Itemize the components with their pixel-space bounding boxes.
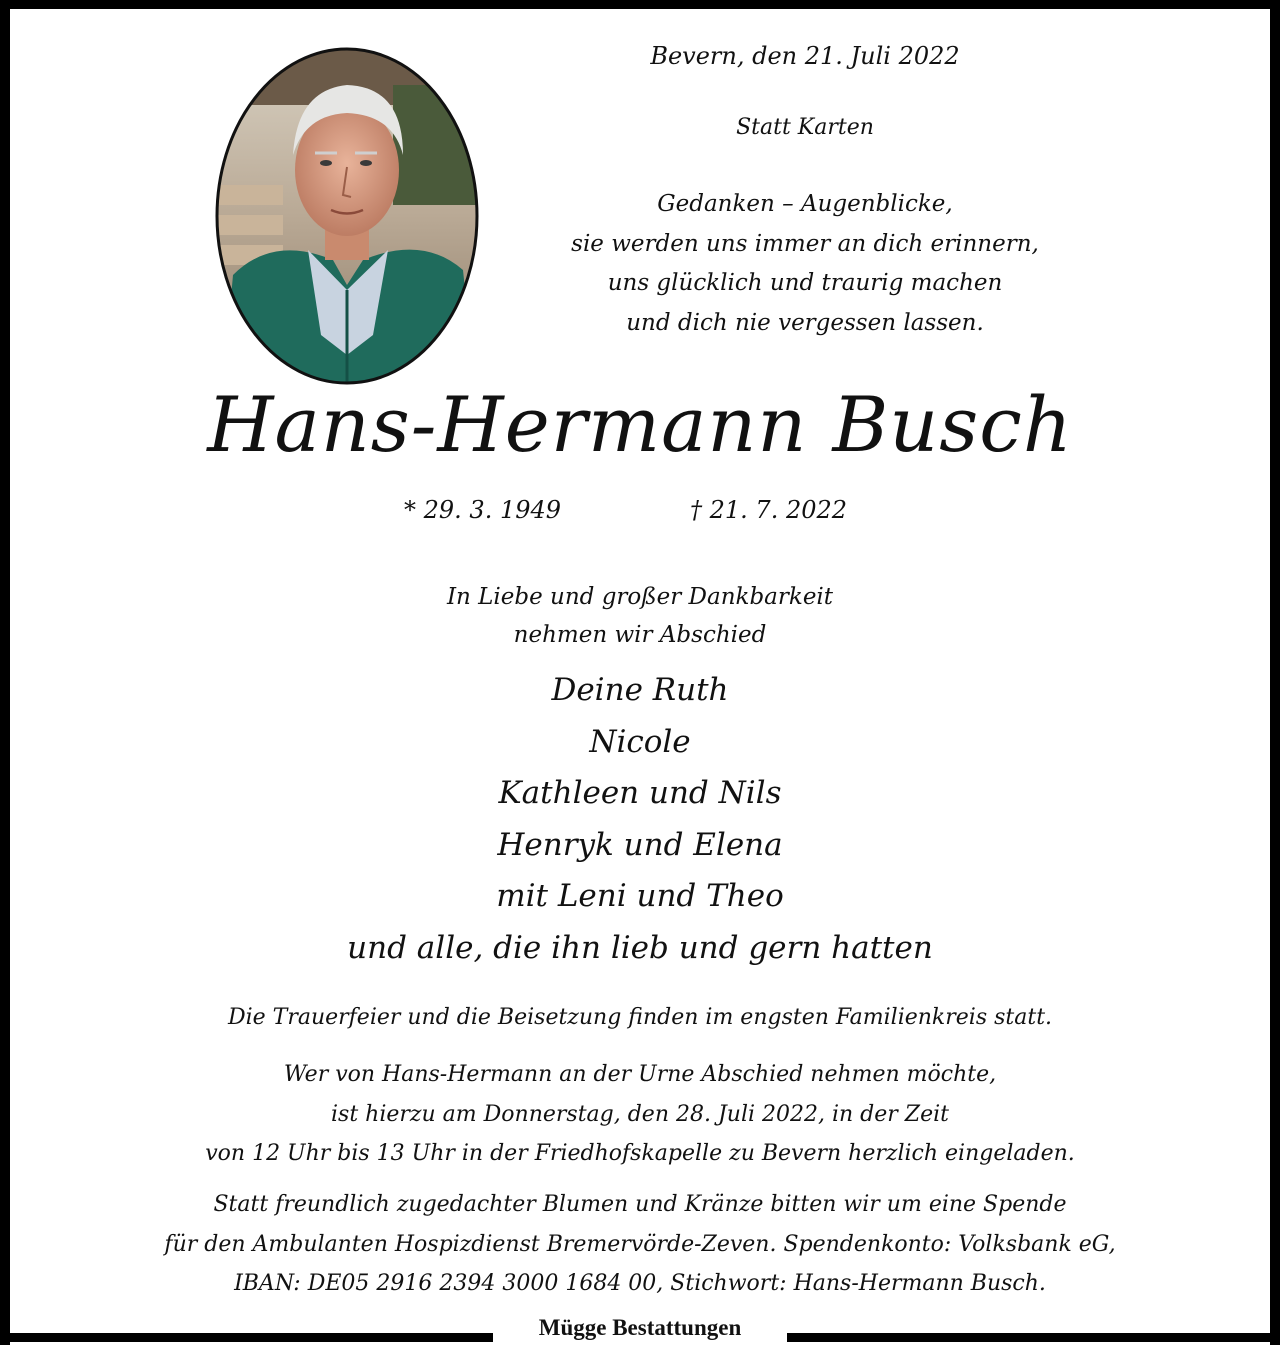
undertaker-name: Mügge Bestattungen (538, 1315, 742, 1340)
farewell-line: nehmen wir Abschied (513, 622, 767, 648)
farewell-line: In Liebe und großer Dankbarkeit (446, 584, 834, 610)
portrait-photo (213, 45, 481, 387)
statt-karten: Statt Karten (736, 115, 874, 140)
donation-notice (40, 1185, 1240, 1304)
mourner-line: Kathleen und Nils (498, 775, 782, 811)
place-date: Bevern, den 21. Juli 2022 (650, 42, 960, 70)
donation-line: Statt freundlich zugedachter Blumen und Kränze bitten wir um eine Spende (213, 1192, 1067, 1217)
farewell-text (340, 578, 940, 654)
mourner-line: Deine Ruth (551, 672, 729, 708)
border-bottom-left (0, 1333, 493, 1342)
mourner-line: mit Leni und Theo (496, 878, 784, 914)
poem-line: sie werden uns immer an dich erinnern, (571, 230, 1039, 257)
poem (500, 185, 1110, 343)
visit-line: von 12 Uhr bis 13 Uhr in der Friedhofskapelle zu Bevern herzlich eingeladen. (205, 1141, 1075, 1166)
mourner-line: und alle, die ihn lieb und gern hatten (347, 929, 933, 966)
visit-notice (80, 1055, 1200, 1174)
donation-line: IBAN: DE05 2916 2394 3000 1684 00, Stichwort: Hans-Hermann Busch. (234, 1271, 1046, 1296)
mourner-line: Henryk und Elena (497, 826, 783, 863)
mourners-list (240, 665, 1040, 974)
poem-line: Gedanken – Augenblicke, (657, 191, 953, 217)
birth-date: * 29. 3. 1949 (404, 496, 562, 524)
funeral-notice: Die Trauerfeier und die Beisetzung finden im engsten Familienkreis statt. (227, 1005, 1053, 1030)
visit-line: ist hierzu am Donnerstag, den 28. Juli 2022, in der Zeit (331, 1101, 949, 1127)
border-bottom-right (787, 1333, 1280, 1342)
border-top (0, 0, 1280, 9)
mourner-line: Nicole (589, 723, 691, 760)
poem-line: uns glücklich und traurig machen (607, 270, 1003, 296)
border-right (1270, 0, 1280, 1345)
visit-line: Wer von Hans-Hermann an der Urne Abschied nehmen möchte, (283, 1062, 997, 1087)
donation-line: für den Ambulanten Hospizdienst Bremervörde-Zeven. Spendenkonto: Volksbank eG, (164, 1231, 1116, 1257)
border-left (0, 0, 10, 1345)
deceased-name: Hans-Hermann Busch (207, 380, 1073, 469)
poem-line: und dich nie vergessen lassen. (626, 309, 984, 336)
death-date: † 21. 7. 2022 (690, 496, 848, 524)
